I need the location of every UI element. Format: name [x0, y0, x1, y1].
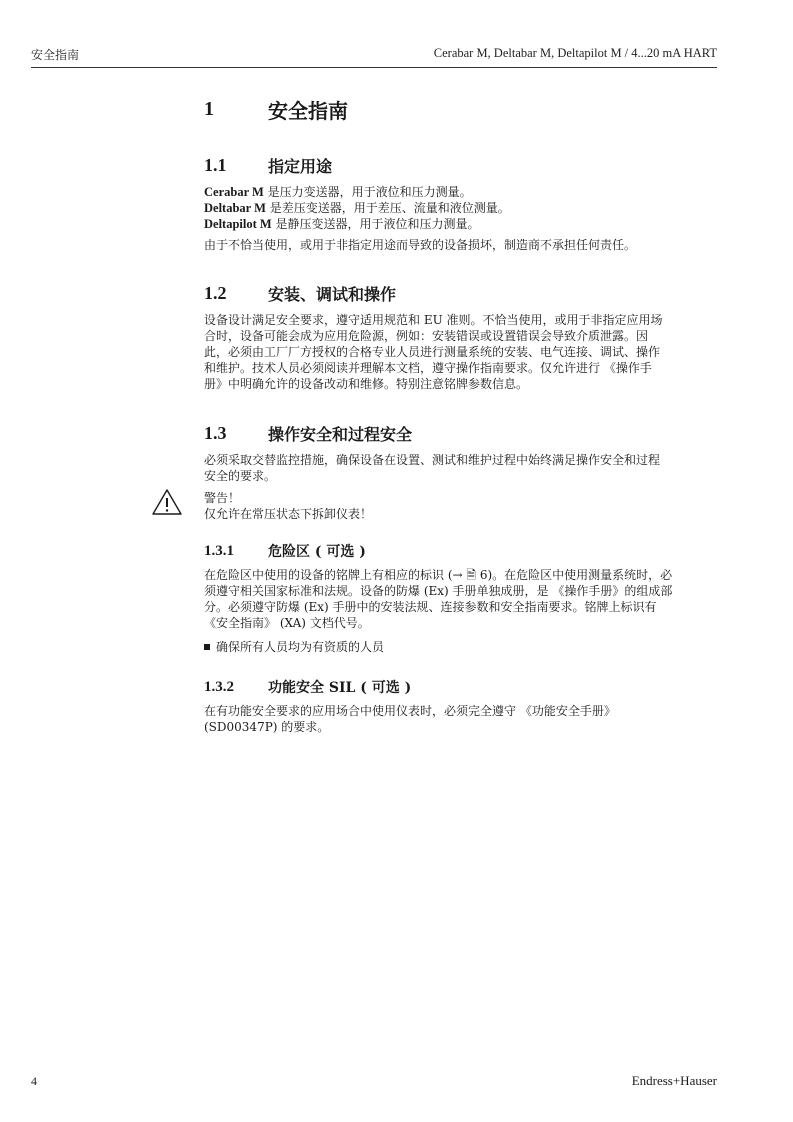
warning-note [204, 490, 719, 522]
liability-paragraph: 由于不恰当使用，或用于非指定用途而导致的设备损坏，制造商不承担任何责任。 [204, 238, 637, 252]
heading-1-3-number: 1.3 [204, 422, 227, 443]
heading-1-3-title: 操作安全和过程安全 [268, 424, 413, 444]
heading-1-3-1-number: 1.3.1 [204, 542, 234, 559]
hazard-line-2: 须遵守相关国家标准和法规。设备的防爆 (Ex) 手册单独成册，是 《操作手册》的组成部 [204, 584, 673, 598]
page-header [31, 45, 717, 68]
deltapilot-desc: 是静压变送器，用于液位和压力测量。 [271, 217, 480, 231]
heading-1-3-2-title: 功能安全 SIL ( 可选 ) [268, 680, 412, 696]
heading-1-3-1 [204, 540, 719, 562]
process-safety-line-2: 安全的要求。 [204, 469, 277, 483]
intended-use-line-1 [204, 184, 719, 200]
hazard-line-1: 在危险区中使用的设备的铭牌上有相应的标识 (→ 🗎 6)。在危险区中使用测量系统时，必 [204, 568, 673, 582]
header-product-title: Cerabar M, Deltabar M, Deltapilot M / 4...20 mA HART [433, 46, 717, 60]
heading-1-3-1-title: 危险区 ( 可选 ) [268, 544, 366, 560]
cerabar-desc: 是压力变送器，用于液位和压力测量。 [263, 185, 472, 199]
heading-1-number: 1 [204, 97, 214, 120]
process-safety-line-1: 必须采取交替监控措施，确保设备在设置、测试和维护过程中始终满足操作安全和过程 [204, 453, 661, 467]
warning-triangle-icon [151, 488, 183, 516]
page-number: 4 [31, 1074, 37, 1088]
product-deltapilot: Deltapilot M [204, 217, 272, 231]
heading-1-2 [204, 281, 719, 305]
heading-1-title: 安全指南 [268, 98, 348, 123]
product-deltabar: Deltabar M [204, 201, 266, 215]
install-line-4: 和维护。技术人员必须阅读并理解本文档，遵守操作指南要求。仅允许进行 《操作手 [204, 361, 652, 375]
hazard-line-4: 《安全指南》 (XA) 文档代号。 [204, 616, 370, 630]
product-cerabar: Cerabar M [204, 185, 264, 199]
install-line-3: 此，必须由工厂厂方授权的合格专业人员进行测量系统的安装、电气连接、调试、操作 [204, 345, 661, 359]
heading-1-3-2-number: 1.3.2 [204, 678, 234, 695]
heading-1-1-title: 指定用途 [268, 156, 333, 176]
heading-1-1-number: 1.1 [204, 154, 227, 175]
page-content [204, 94, 719, 735]
deltabar-desc: 是差压变送器，用于差压、流量和液位测量。 [265, 201, 510, 215]
heading-1-3-2 [204, 676, 719, 698]
install-line-2: 合时，设备可能会成为应用危险源，例如：安装错误或设置错误会导致介质泄露。因 [204, 329, 649, 343]
sil-line-1: 在有功能安全要求的应用场合中使用仪表时，必须完全遵守 《功能安全手册》 [204, 704, 616, 718]
header-section-title: 安全指南 [31, 48, 80, 62]
install-line-1: 设备设计满足安全要求，遵守适用规范和 EU 准则。不恰当使用，或用于非指定应用场 [204, 313, 663, 327]
heading-1-2-number: 1.2 [204, 282, 227, 303]
bullet-square-icon [204, 644, 210, 650]
heading-1 [204, 94, 719, 124]
heading-1-2-title: 安装、调试和操作 [268, 284, 397, 304]
intended-use-line-3 [204, 216, 719, 232]
warning-text: 仅允许在常压状态下拆卸仪表！ [204, 507, 373, 521]
warning-title: 警告！ [204, 491, 241, 505]
intended-use-line-2 [204, 200, 719, 216]
hazard-line-3: 分。必须遵守防爆 (Ex) 手册中的安装法规、连接参数和安全指南要求。铭牌上标识有 [204, 600, 657, 614]
heading-1-3 [204, 421, 719, 445]
brand-name: Endress+Hauser [631, 1073, 717, 1088]
list-item-text: 确保所有人员均为有资质的人员 [216, 640, 385, 654]
list-item [204, 639, 719, 655]
heading-1-1 [204, 153, 719, 177]
sil-line-2: (SD00347P) 的要求。 [204, 720, 330, 734]
install-line-5: 册》中明确允许的设备改动和维修。特别注意铭牌参数信息。 [204, 377, 529, 391]
